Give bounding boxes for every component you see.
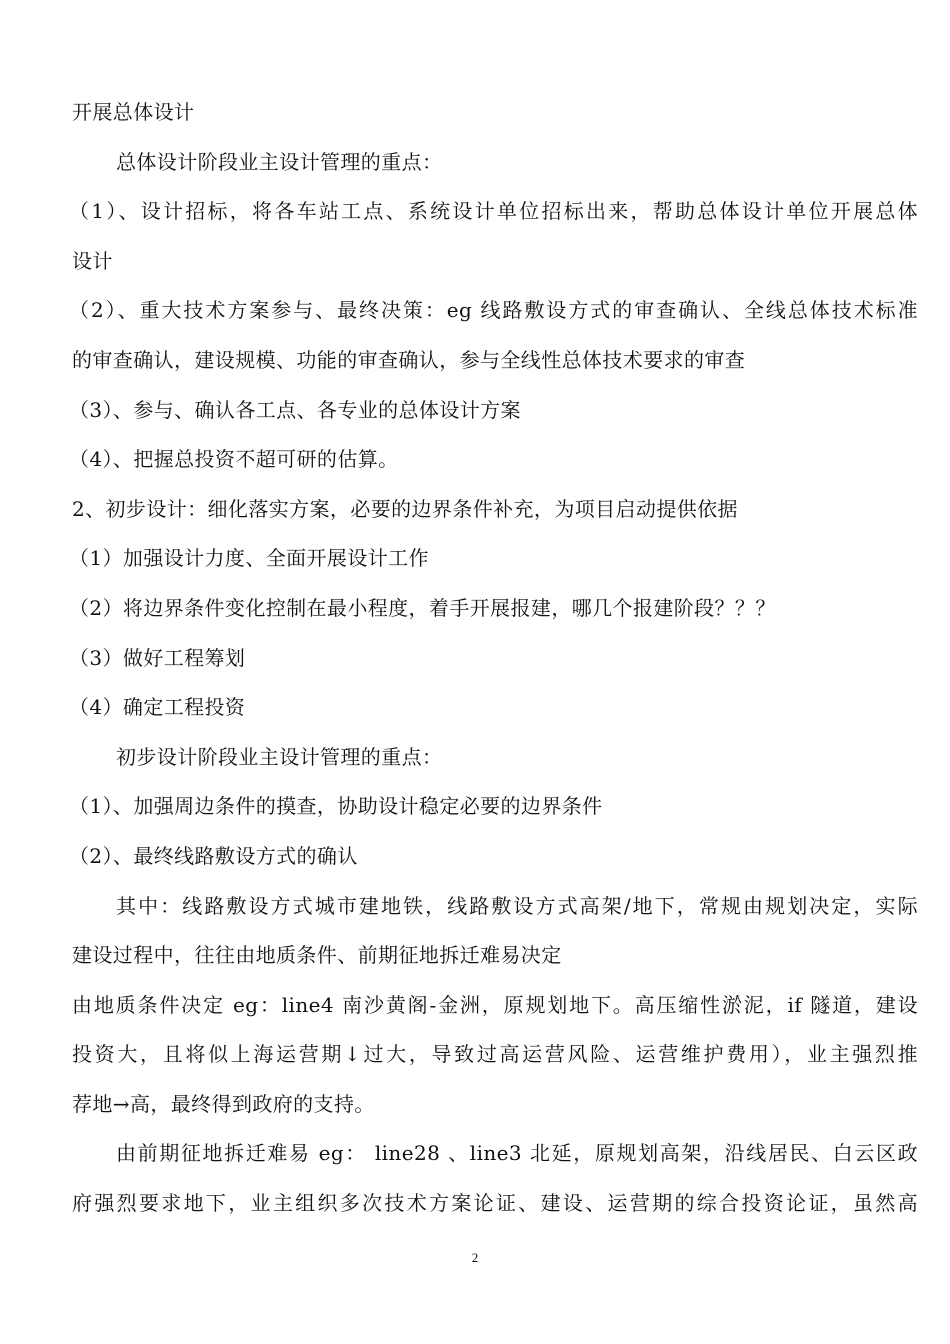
text-line: 的审查确认，建设规模、功能的审查确认，参与全线性总体技术要求的审查 bbox=[72, 347, 746, 372]
text-line: （4）确定工程投资 bbox=[69, 695, 246, 720]
text-line: （3）、参与、确认各工点、各专业的总体设计方案 bbox=[69, 397, 521, 422]
text-line: 由前期征地拆迁难易 eg： line28 、line3 北延，原规划高架，沿线居民、白云区政 bbox=[116, 1141, 918, 1166]
text-line: （2）、重大技术方案参与、最终决策：eg 线路敷设方式的审查确认、全线总体技术标准 bbox=[69, 298, 918, 323]
page-number: 2 bbox=[471, 1250, 479, 1265]
text-line: 2、初步设计：细化落实方案，必要的边界条件补充，为项目启动提供依据 bbox=[72, 496, 738, 521]
text-line: （1）、设计招标，将各车站工点、系统设计单位招标出来，帮助总体设计单位开展总体 bbox=[69, 199, 918, 224]
text-line: 由地质条件决定 eg：line4 南沙黄阁-金洲，原规划地下。高压缩性淤泥，if 隧道，建设 bbox=[72, 992, 918, 1017]
text-line: （2）将边界条件变化控制在最小程度，着手开展报建，哪几个报建阶段？？？ bbox=[69, 595, 776, 620]
document-body bbox=[69, 88, 918, 1229]
text-line: （4）、把握总投资不超可研的估算。 bbox=[69, 447, 399, 472]
text-line: 总体设计阶段业主设计管理的重点： bbox=[116, 149, 443, 174]
text-line: 开展总体设计 bbox=[72, 100, 195, 124]
text-line: （1）、加强周边条件的摸查，协助设计稳定必要的边界条件 bbox=[69, 794, 603, 819]
text-line: （1）加强设计力度、全面开展设计工作 bbox=[69, 546, 429, 571]
text-line: 投资大，且将似上海运营期↓过大，导致过高运营风险、运营维护费用），业主强烈推 bbox=[72, 1042, 918, 1067]
text-line: 府强烈要求地下，业主组织多次技术方案论证、建设、运营期的综合投资论证，虽然高 bbox=[72, 1191, 918, 1216]
text-line: （3）做好工程筹划 bbox=[69, 645, 246, 670]
text-line: 初步设计阶段业主设计管理的重点： bbox=[116, 744, 443, 769]
text-line: 其中：线路敷设方式城市建地铁，线路敷设方式高架/地下，常规由规划决定，实际 bbox=[116, 893, 918, 918]
text-line: 设计 bbox=[72, 248, 113, 273]
text-line: 荐地→高，最终得到政府的支持。 bbox=[72, 1091, 375, 1116]
text-line: 建设过程中，往往由地质条件、前期征地拆迁难易决定 bbox=[72, 943, 562, 968]
text-line: （2）、最终线路敷设方式的确认 bbox=[69, 843, 358, 868]
